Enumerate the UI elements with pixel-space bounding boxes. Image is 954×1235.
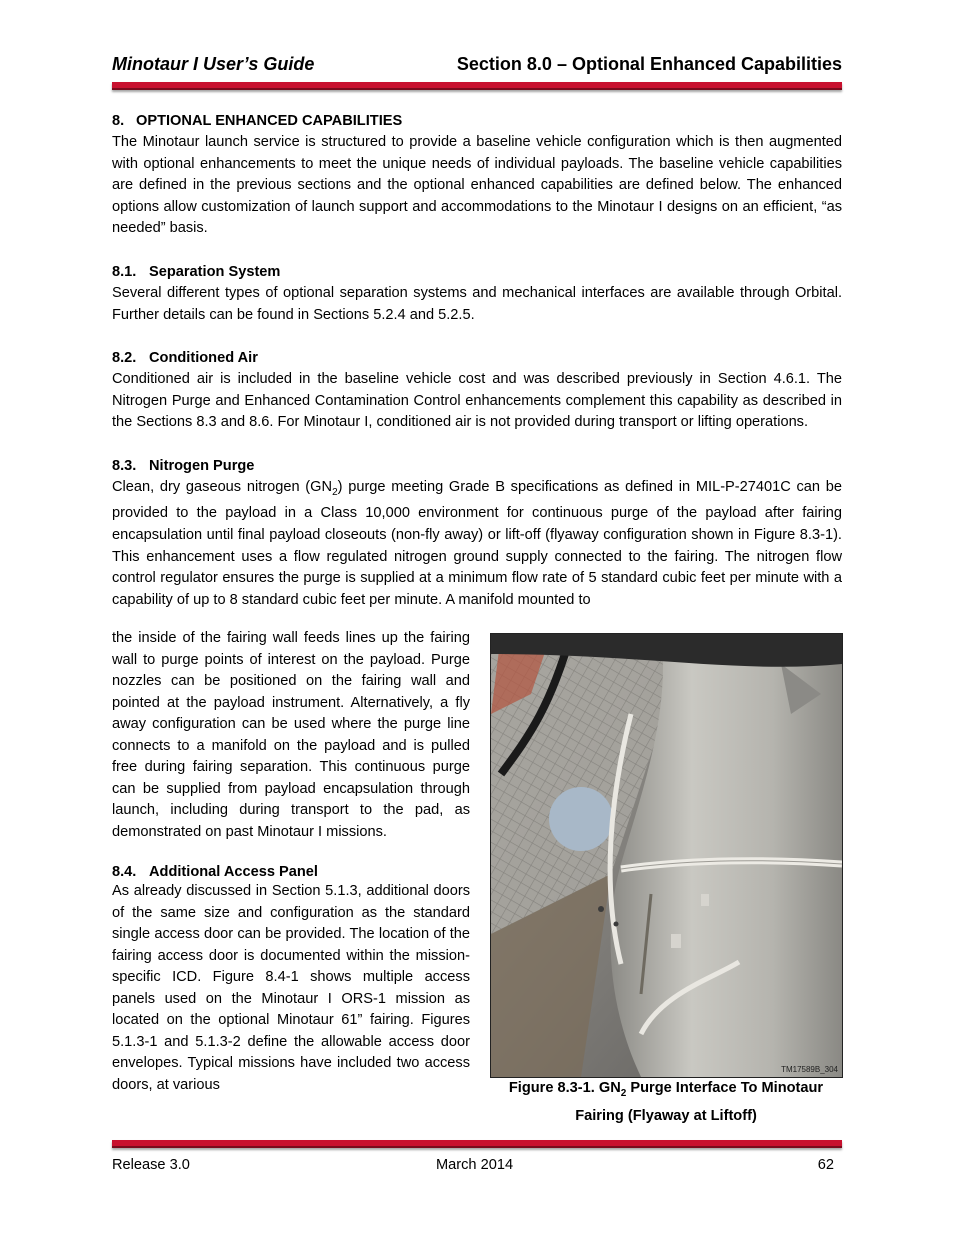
section-title: Section 8.0 – Optional Enhanced Capabilities — [456, 54, 842, 74]
narrow-column — [112, 628, 470, 1096]
heading-8-2: 8.2. Conditioned Air — [112, 350, 258, 367]
para-8-4: As already discussed in Section 5.1.3, additional doors of the same size and configuration as the standard single access door can be provided. The location of the fairing access door is documented within the mission-specific ICD. Figure 8.4-1 shows multiple access panels used on the Minotaur I ORS-1 mission as located on the optional Minotaur 61” fairing. Figures 5.1.3-1 and 5.1.3-2 define the allowable access door envelopes. Typical missions have included two access doors, at various — [112, 883, 470, 1093]
header-rule — [112, 82, 842, 90]
heading-8: 8. OPTIONAL ENHANCED CAPABILITIES — [112, 113, 403, 129]
page-header — [112, 54, 842, 80]
figure-tag: TM17589B_304 — [781, 1065, 838, 1074]
purge-interface-photo — [491, 634, 842, 1077]
para-8: The Minotaur launch service is structured to provide a baseline vehicle configuration which is then augmented with optional enhancements to meet the unique needs of individual payloads. The baseline vehicle capabilities are defined in the previous sections and the optional enhanced capabilities are defined below. The enhanced options allow customization of launch support and accommodations to the Minotaur I designs on an efficient, “as needed” basis. — [112, 134, 842, 237]
heading-8-4: 8.4. Additional Access Panel — [112, 864, 318, 880]
para-8-3-cont: the inside of the fairing wall feeds lines up the fairing wall to purge points of interest on the payload. Purge nozzles can be positioned on the fairing wall and pointed at the payload instrument. Alternatively, a fly away configuration can be used where the purge line connects to a manifold on the payload and is pulled free during fairing separation. This continuous purge can be supplied from payload encapsulation through launch, including during transport to the pad, as demonstrated on past Minotaur I missions. — [112, 630, 470, 840]
release-label: Release 3.0 — [112, 1157, 190, 1173]
date-label: March 2014 — [436, 1157, 514, 1173]
figure-caption: Figure 8.3-1. $GN_2$ Purge Interface To Minotaur Fairing (Flyaway at Liftoff) — [508, 1080, 824, 1124]
main-content — [112, 110, 842, 611]
heading-8-1: 8.1. Separation System — [112, 263, 281, 280]
para-8-1: Several different types of optional separation systems and mechanical interfaces are available through Orbital. Further details can be found in Sections 5.2.4 and 5.2.5. — [112, 284, 842, 323]
para-8-3: Clean, dry gaseous nitrogen $(GN_2)$ purge meeting Grade B specifications as defined in MIL-P-27401C can be provided to the payload in a Class 10,000 environment for continuous purge of the payload after fairing encapsulation until final payload closeouts (non-fly away) or lift-off (flyaway configuration shown in Figure 8.3-1). This enhancement uses a flow regulated nitrogen ground supply connected to the fairing. The nitrogen flow control regulator ensures the purge is supplied at a minimum flow rate of 5 standard cubic feet per minute with a capability of up to 8 standard cubic feet per minute. A manifold mounted to — [112, 478, 843, 608]
para-8-2: Conditioned air is included in the baseline vehicle cost and was described previously in Section 4.6.1. The Nitrogen Purge and Enhanced Contamination Control enhancements complement this capability as described in the Sections 8.3 and 8.6. For Minotaur I, conditioned air is not provided during transport or lifting operations. — [112, 371, 842, 431]
page-number: 62 — [817, 1157, 834, 1173]
document-title: Minotaur I User’s Guide — [112, 54, 315, 74]
heading-8-3: 8.3. Nitrogen Purge — [112, 457, 255, 474]
figure-photo — [490, 633, 843, 1078]
footer-rule — [112, 1140, 842, 1148]
